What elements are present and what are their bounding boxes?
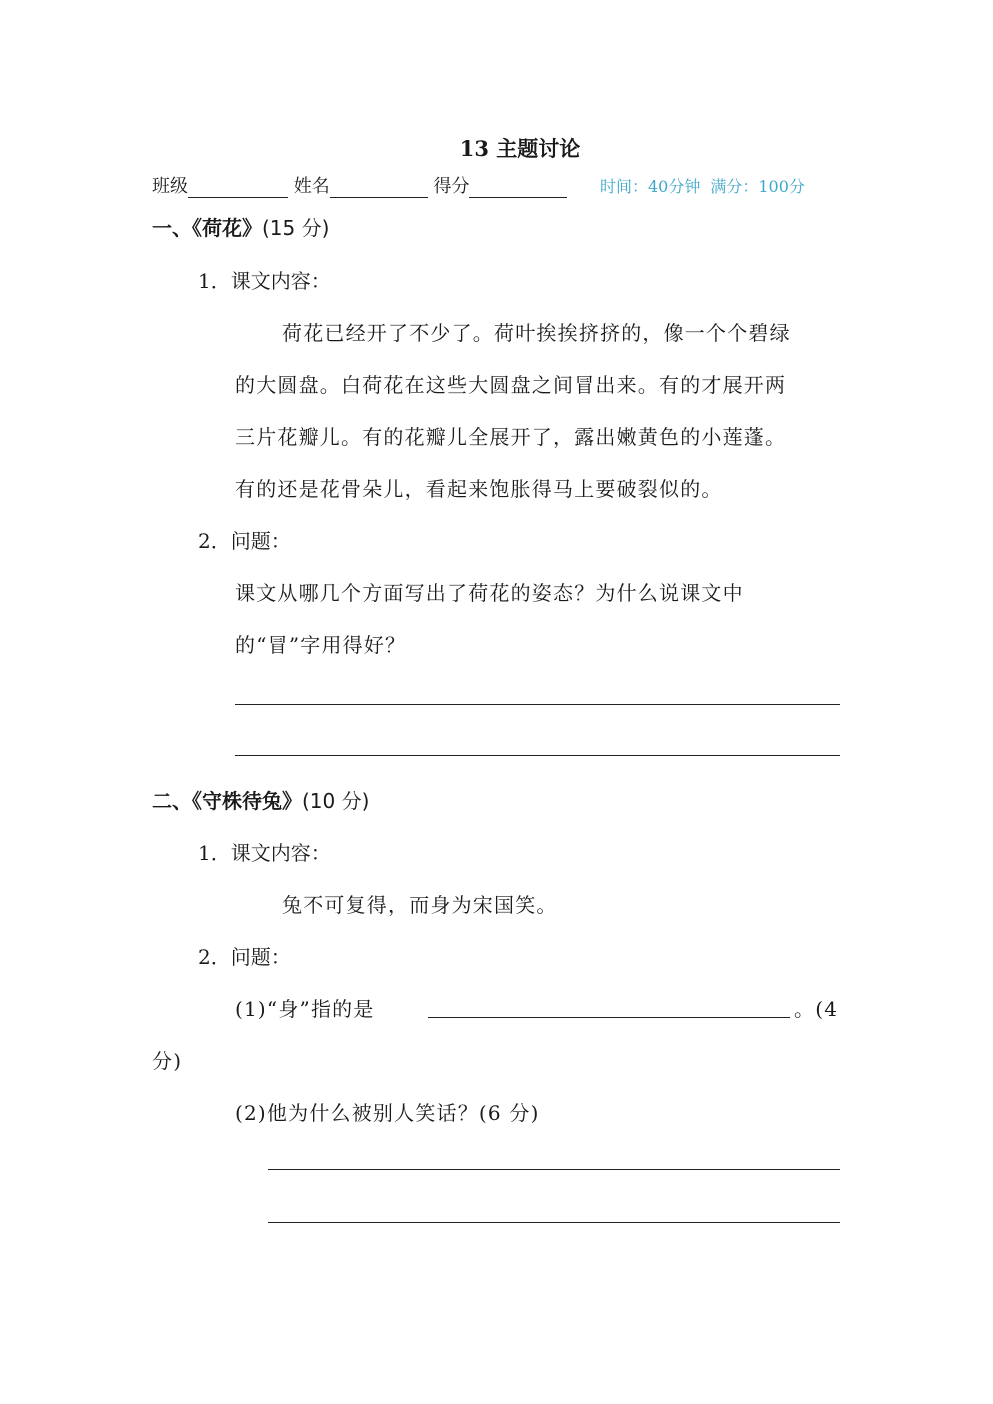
section2-q2: (2)他为什么被别人笑话？(6 分) [235,1101,540,1125]
answer-line[interactable] [235,704,840,705]
section2-item2-label: 2．问题： [198,945,291,969]
class-blank[interactable] [188,177,288,198]
section1-title: 一、《荷花》 [152,216,262,240]
section1-heading [152,212,329,241]
page-title: 13 主题讨论 [459,136,581,161]
section1-question-line: 课文从哪几个方面写出了荷花的姿态？为什么说课文中 [235,581,744,605]
section2-q1-suffix: 。(4 [794,997,839,1021]
answer-line[interactable] [268,1222,840,1223]
section2-item1-label: 1．课文内容： [198,841,331,865]
q1-answer-blank[interactable] [428,1017,790,1018]
section2-title: 二、《守株待兔》 [152,789,302,813]
class-field [152,172,567,198]
name-label: 姓名 [293,176,330,197]
answer-line[interactable] [268,1169,840,1170]
exam-meta [600,174,815,197]
time-limit: 时间：40分钟 [600,177,701,196]
section1-passage-line: 的大圆盘。白荷花在这些大圆盘之间冒出来。有的才展开两 [235,373,787,397]
answer-line[interactable] [235,755,840,756]
section2-heading [152,785,369,814]
section1-passage-line: 有的还是花骨朵儿，看起来饱胀得马上要破裂似的。 [235,477,723,501]
full-score: 满分：100分 [710,177,805,196]
section1-item1-label: 1．课文内容： [198,269,331,293]
section2-passage: 兔不可复得，而身为宋国笑。 [282,893,558,917]
score-label: 得分 [433,176,470,197]
section1-points: (15 分) [262,216,330,240]
section1-question-line: 的“冒”字用得好？ [235,633,407,657]
section2-q1-wrap: 分) [152,1049,183,1073]
section1-passage-line: 三片花瓣儿。有的花瓣儿全展开了，露出嫩黄色的小莲蓬。 [235,425,787,449]
section2-q1-prefix: (1)“身”指的是 [235,997,375,1021]
section1-item2-label: 2．问题： [198,529,291,553]
section1-passage-line: 荷花已经开了不少了。荷叶挨挨挤挤的，像一个个碧绿 [282,321,791,345]
class-label: 班级 [152,176,188,197]
section2-points: (10 分) [302,789,370,813]
name-blank[interactable] [330,177,428,198]
score-blank[interactable] [469,177,567,198]
